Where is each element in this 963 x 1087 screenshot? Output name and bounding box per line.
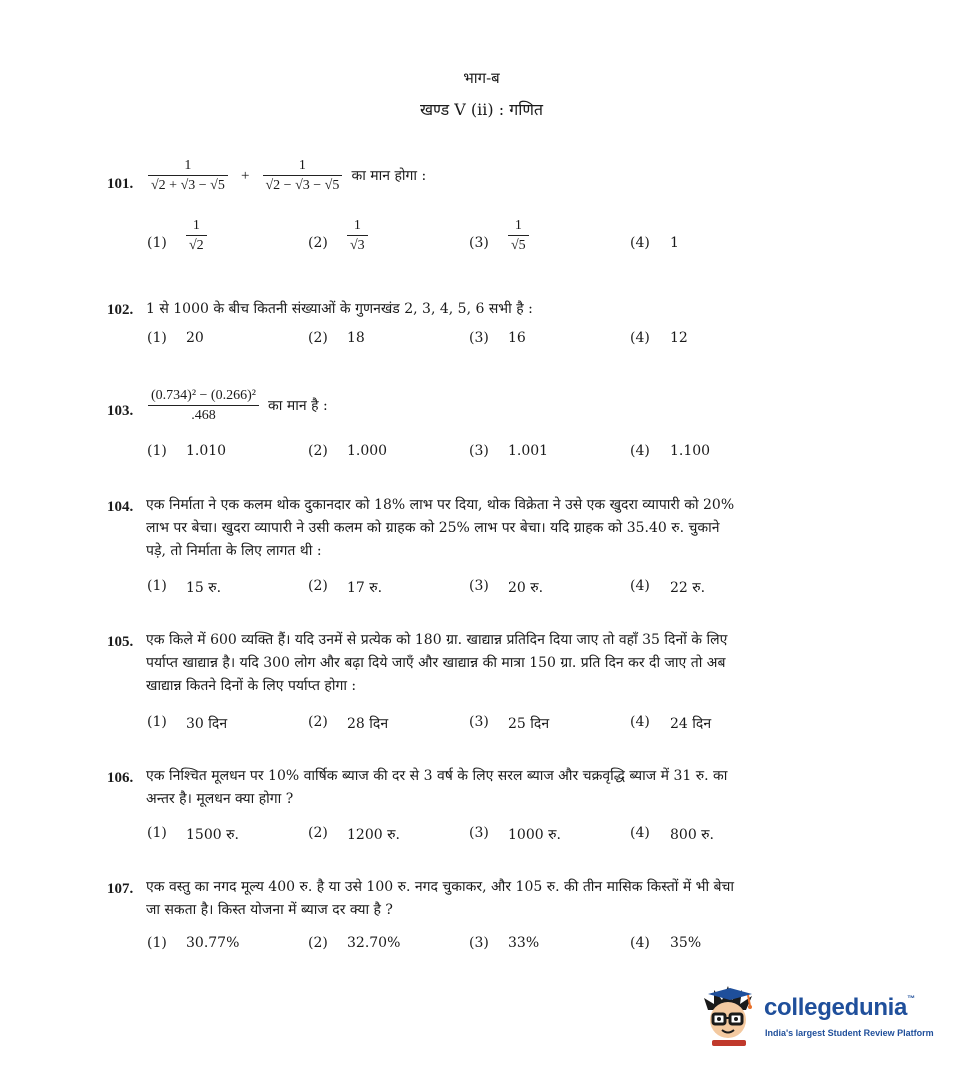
option-value: 1.000 [347, 443, 388, 459]
option-label: (4) [630, 443, 650, 459]
option-label: (4) [630, 714, 650, 730]
option-label: (2) [308, 330, 328, 346]
option-label: (2) [308, 235, 328, 251]
option-value: 1200 रु. [347, 827, 400, 843]
option-value: 33% [508, 935, 540, 951]
option-label: (2) [308, 935, 328, 951]
option-label: (3) [469, 235, 489, 251]
question-text: एक वस्तु का नगद मूल्य 400 रु. है या उसे 100 रु. नगद चुकाकर, और 105 रु. की तीन मासिक किस्तों में भी बेचा जा सकता है। किस्त योजना में ब्याज दर क्या है ? [146, 879, 735, 918]
question-expression: $\frac{\text{(0.734)² − (0.266)²}}{.468}$ का मान है : [148, 388, 328, 424]
option-label: (4) [630, 935, 650, 951]
option-value: 16 [508, 330, 526, 346]
question-number: 103. [107, 403, 134, 419]
section-heading: खण्ड V (ii) : गणित [419, 100, 544, 119]
option-value: 32.70% [347, 935, 401, 951]
option-label: (2) [308, 825, 328, 841]
option-label: (3) [469, 330, 489, 346]
option-label: (1) [147, 443, 167, 459]
option-value: 18 [347, 330, 365, 346]
option-label: (3) [469, 443, 489, 459]
fraction: $\frac{1}{√2 - √3 - √5}$ [263, 158, 343, 194]
option-value: 1.010 [186, 443, 227, 459]
option-label: (3) [469, 825, 489, 841]
option-value: 1.001 [508, 443, 549, 459]
option-value: 12 [670, 330, 688, 346]
option-value: 20 [186, 330, 204, 346]
option-value: $\frac{1}{√3}$ [347, 218, 368, 254]
option-label: (3) [469, 935, 489, 951]
question-text: एक किले में 600 व्यक्ति हैं। यदि उनमें से प्रत्येक को 180 ग्रा. खाद्यान्न प्रतिदिन दिया जाए तो वहाँ 35 दिनों के लिए पर्याप्त खाद्यान्न है। यदि 300 लोग और बढ़ा दिये जाएँ और खाद्यान्न की मात्रा 150 ग्रा. प्रति दिन कर दी जाए तो अब खाद्यान्न कितने दिनों के लिए पर्याप्त होगा : [146, 632, 728, 694]
option-value: 1.100 [670, 443, 711, 459]
option-value: 1500 रु. [186, 827, 239, 843]
option-label: (1) [147, 235, 167, 251]
option-value: 20 रु. [508, 580, 544, 596]
option-value: 25 दिन [508, 716, 550, 732]
option-label: (4) [630, 235, 650, 251]
question-number: 102. [107, 302, 134, 318]
question-text: एक निश्चित मूलधन पर 10% वार्षिक ब्याज की दर से 3 वर्ष के लिए सरल ब्याज और चक्रवृद्धि ब्याज में 31 रु. का अन्तर है। मूलधन क्या होगा ? [146, 768, 728, 807]
option-label: (1) [147, 714, 167, 730]
option-value: 28 दिन [347, 716, 389, 732]
part-heading: भाग-ब [463, 69, 500, 87]
option-label: (4) [630, 825, 650, 841]
option-value: 30 दिन [186, 716, 228, 732]
option-value: 35% [670, 935, 702, 951]
question-number: 107. [107, 881, 134, 897]
option-label: (1) [147, 578, 167, 594]
option-label: (2) [308, 443, 328, 459]
option-label: (3) [469, 578, 489, 594]
fraction: $\frac{\text{(0.734)² − (0.266)²}}{.468}$ [148, 388, 259, 424]
question-text: 1 से 1000 के बीच कितनी संख्याओं के गुणनखंड 2, 3, 4, 5, 6 सभी है : [146, 301, 533, 317]
option-label: (1) [147, 935, 167, 951]
option-value: 17 रु. [347, 580, 383, 596]
option-label: (4) [630, 578, 650, 594]
mascot-icon [700, 984, 762, 1050]
option-value: 24 दिन [670, 716, 712, 732]
option-value: $\frac{1}{√2}$ [186, 218, 207, 254]
option-value: $\frac{1}{√5}$ [508, 218, 529, 254]
trademark: ™ [907, 994, 915, 1003]
option-value: 30.77% [186, 935, 240, 951]
option-label: (2) [308, 714, 328, 730]
question-expression: $\frac{1}{√2 + √3 - √5}$ + $\frac{1}{√2 - √3 - √5}$ का मान होगा : [148, 158, 426, 194]
question-text: एक निर्माता ने एक कलम थोक दुकानदार को 18% लाभ पर दिया, थोक विक्रेता ने उसे एक खुदरा व्यापारी को 20% लाभ पर बेचा। खुदरा व्यापारी ने उसी कलम को ग्राहक को 25% लाभ पर बेचा। यदि ग्राहक को 35.40 रु. चुकाने पड़े, तो निर्माता के लिए लागत थी : [146, 497, 735, 559]
option-value: 1 [670, 235, 679, 251]
fraction: $\frac{1}{√2 + √3 - √5}$ [148, 158, 228, 194]
option-label: (3) [469, 714, 489, 730]
option-value: 800 रु. [670, 827, 714, 843]
option-value: 22 रु. [670, 580, 706, 596]
question-number: 106. [107, 770, 134, 786]
question-number: 101. [107, 176, 134, 192]
collegedunia-watermark [700, 984, 940, 1050]
option-label: (1) [147, 825, 167, 841]
option-label: (4) [630, 330, 650, 346]
brand-name: collegedunia [764, 994, 908, 1021]
option-label: (2) [308, 578, 328, 594]
option-value: 1000 रु. [508, 827, 561, 843]
option-value: 15 रु. [186, 580, 222, 596]
question-number: 104. [107, 499, 134, 515]
question-number: 105. [107, 634, 134, 650]
option-label: (1) [147, 330, 167, 346]
brand-tagline: India's largest Student Review Platform [765, 1028, 934, 1038]
